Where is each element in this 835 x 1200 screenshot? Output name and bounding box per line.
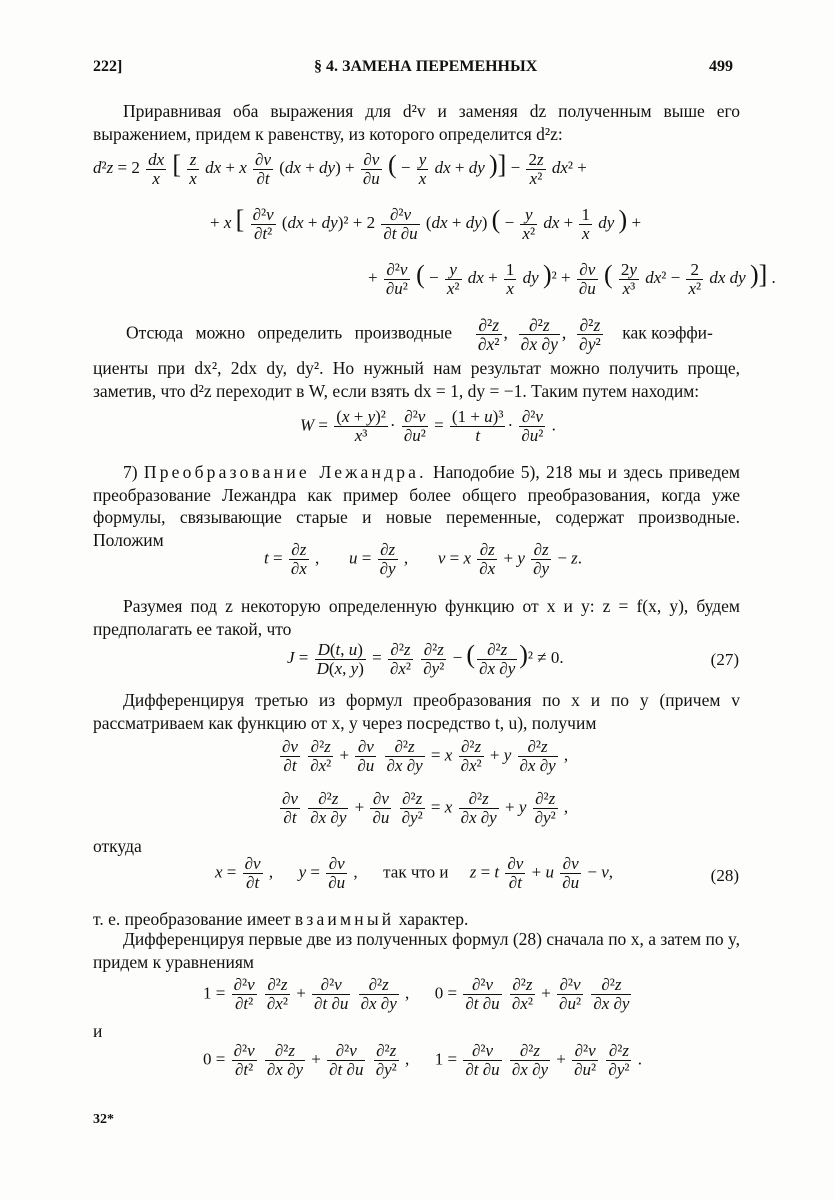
header-section-title: § 4. ЗАМЕНА ПЕРЕМЕННЫХ — [314, 58, 538, 75]
paragraph-differentiating-28: Дифференцируя первые две из полученных формул (28) сначала по x, а затем по y, придем к уравнениям — [93, 929, 740, 972]
paragraph-coefficients: циенты при dx², 2dx dy, dy². Но нужный нам результат можно получить проще, заметив, что d²z переходит в W, если взять dx = 1, dy = −1. Таким путем находим: — [93, 358, 740, 401]
word-otkuda: откуда — [93, 836, 142, 856]
formula-legendre-definitions: t = $\frac{\partial z}{\partial x}$ , u = $\frac{\partial z}{\partial y}$ , v = x $\frac{\partial z}{\partial x}$ + y $\frac{\partial z}{\partial y}$ − z. — [264, 540, 583, 578]
reciprocal-start: т. е. преобразование имеет — [93, 909, 291, 929]
word-and: и — [93, 1021, 103, 1041]
paragraph-derivatives-tail: как коэффи- — [622, 322, 713, 343]
header-chapter-ref: 222] — [93, 58, 123, 75]
signature-mark: 32* — [93, 1112, 114, 1127]
paragraph-derivatives: Отсюда можно определить производные $\frac{\text{∂²z}}{\text{∂x²}}$ , $\frac{\text{∂²z}}{\partial x \partial y}$ , $\frac{\text{∂²z}}{\text{∂y²}}$ как коэффи- — [126, 315, 713, 354]
reciprocal-emphasis: взаимный — [294, 909, 395, 929]
paragraph-assumption: Разумея под z некоторую определенную функцию от x и y: z = f(x, y), будем предполагать ее такой, что — [93, 596, 740, 639]
formula-W: W = $\frac{\text{(x + y)²}}{\text{x³}}$ · $\frac{\text{∂²v}}{\text{∂u²}}$ = $\frac{\text{(1 + u)³}}{t}$ · $\frac{\text{∂²v}}{\text{∂u²}}$ . — [300, 407, 556, 445]
formula-d2z-line3: + $\frac{\text{∂²v}}{\text{∂u²}}$ ( − $\frac{y}{\text{x²}}$ dx + $\frac{1}{x}$ dy )² + $\frac{\partial v}{\partial u}$ ( $\frac{2y}{\text{x³}}$ dx² − $\frac{2}{\text{x²}}$ dx dy )] . — [368, 259, 776, 298]
paragraph-legendre — [93, 461, 740, 551]
phrase-so-that: так что и — [383, 862, 449, 882]
reciprocal-end: характер. — [398, 909, 469, 929]
formula-d2z-line2: + x [ $\frac{\text{∂²v}}{\text{∂t²}}$ (dx + dy)² + 2 $\frac{\text{∂²v}}{\partial t \partial u}$ (dx + dy) ( − $\frac{y}{\text{x²}}$ dx + $\frac{1}{x}$ dy ) + — [210, 204, 642, 243]
formula-system-row2: 0 = $\frac{\text{∂²v}}{\text{∂t²}}$ $\frac{\text{∂²z}}{\partial x \partial y}$ + $\frac{\text{∂²v}}{\partial t \partial u}$ $\frac{\text{∂²z}}{\text{∂y²}}$ , 1 = $\frac{\text{∂²v}}{\partial t \partial u}$ $\frac{\text{∂²z}}{\partial x \partial y}$ + $\frac{\text{∂²v}}{\text{∂u²}}$ $\frac{\text{∂²z}}{\text{∂y²}}$ . — [203, 1041, 642, 1079]
equation-number-27: (27) — [710, 650, 739, 669]
legendre-heading: Преобразование Лежандра. — [143, 462, 427, 482]
legendre-number: 7) — [123, 462, 138, 482]
formula-diff-y: $\frac{\partial v}{\partial t}$ $\frac{\text{∂²z}}{\partial x \partial y}$ + $\frac{\partial v}{\partial u}$ $\frac{\text{∂²z}}{\text{∂y²}}$ = x $\frac{\text{∂²z}}{\partial x \partial y}$ + y $\frac{\text{∂²z}}{\text{∂y²}}$ , — [282, 789, 569, 827]
paragraph-differentiating: Дифференцируя третью из формул преобразования по x и по y (причем v рассматриваем как функцию от x, y через посредство t, u), получим — [93, 690, 740, 733]
formula-system-row1: 1 = $\frac{\text{∂²v}}{\text{∂t²}}$ $\frac{\text{∂²z}}{\text{∂x²}}$ + $\frac{\text{∂²v}}{\partial t \partial u}$ $\frac{\text{∂²z}}{\partial x \partial y}$ , 0 = $\frac{\text{∂²v}}{\partial t \partial u}$ $\frac{\text{∂²z}}{\text{∂x²}}$ + $\frac{\text{∂²v}}{\text{∂u²}}$ $\frac{\text{∂²z}}{\partial x \partial y}$ — [203, 975, 630, 1013]
header-page-number: 499 — [709, 58, 733, 75]
formula-diff-x: $\frac{\partial v}{\partial t}$ $\frac{\text{∂²z}}{\text{∂x²}}$ + $\frac{\partial v}{\partial u}$ $\frac{\text{∂²z}}{\partial x \partial y}$ = x $\frac{\text{∂²z}}{\text{∂x²}}$ + y $\frac{\text{∂²z}}{\partial x \partial y}$ , — [282, 737, 569, 775]
formula-d2z-line1: d²z = 2 $\frac{dx}{x}$ [ $\frac{z}{x}$ dx + x $\frac{\partial v}{\partial t}$ (dx + dy) + $\frac{\partial v}{\partial u}$ ( − $\frac{y}{x}$ dx + dy )] − $\frac{2z}{\text{x²}}$ dx² + — [93, 149, 587, 188]
paragraph-derivatives-text: Отсюда можно определить производные — [126, 322, 452, 343]
equation-number-28: (28) — [710, 866, 739, 885]
paragraph-intro: Приравнивая оба выражения для d²v и заменяя dz полученным выше его выражением, придем к равенству, из которого определится d²z: — [93, 101, 740, 144]
formula-inverse-transform: x = $\frac{\partial v}{\partial t}$ , y = $\frac{\partial v}{\partial u}$ , так что и z = t $\frac{\partial v}{\partial t}$ + u $\frac{\partial v}{\partial u}$ − v, — [215, 854, 613, 892]
formula-jacobian: J = $\frac{D(t, u)}{D(x, y)}$ = $\frac{\text{∂²z}}{\text{∂x²}}$ $\frac{\text{∂²z}}{\text{∂y²}}$ − ( $\frac{\text{∂²z}}{\partial x \partial y}$ )² ≠ 0. — [287, 639, 564, 678]
legendre-body: Наподобие 5), 218 мы и здесь приведем преобразование Лежандра как пример более общего преобразования, когда уже формулы, связывающие старые и новые переменные, содержат производные. Положим — [93, 462, 740, 550]
